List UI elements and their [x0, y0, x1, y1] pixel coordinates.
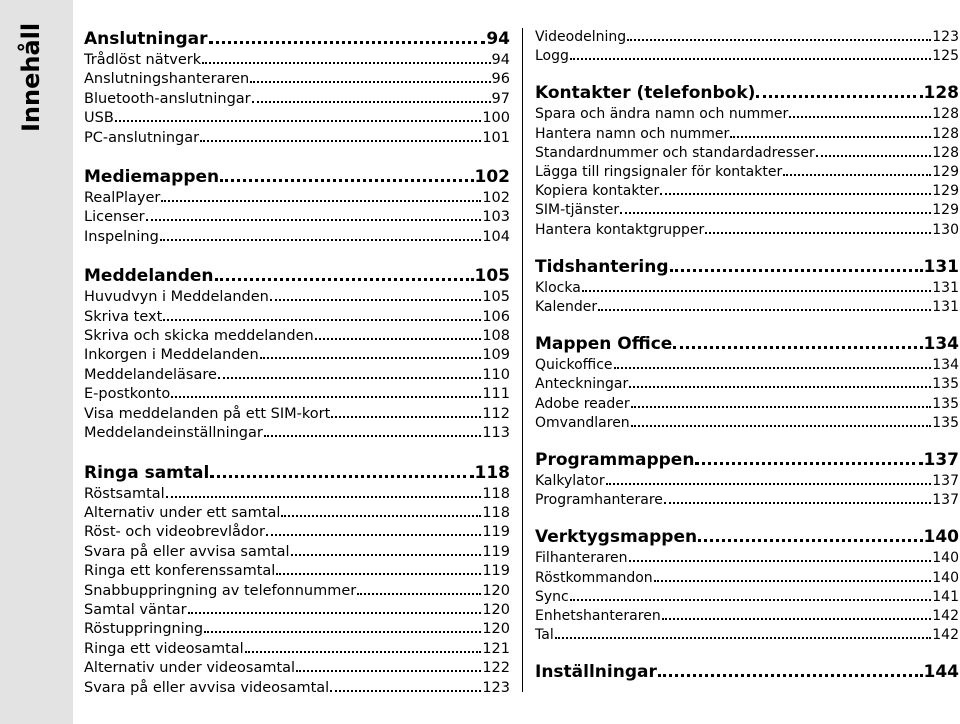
toc-entry[interactable] [84, 346, 510, 365]
dot-leader [570, 58, 931, 60]
toc-page-number: 122 [482, 660, 510, 677]
toc-entry[interactable] [84, 601, 510, 620]
toc-entry-title: Kalender [535, 299, 598, 316]
toc-section-heading[interactable] [535, 661, 959, 683]
dot-leader [654, 580, 932, 582]
toc-heading-title: Mediemappen [84, 167, 220, 188]
toc-entry-title: Röstsamtal [84, 485, 165, 502]
toc-heading-title: Inställningar [535, 662, 657, 683]
dot-leader [705, 232, 931, 234]
toc-entry-title: Röstkommandon [535, 569, 653, 586]
toc-entry-title: Kalkylator [535, 473, 605, 490]
toc-entry[interactable] [535, 182, 959, 201]
toc-entry[interactable] [535, 472, 959, 491]
toc-entry[interactable] [535, 588, 959, 607]
toc-section [535, 256, 959, 317]
toc-page-number: 137 [923, 450, 959, 471]
toc-page-number: 106 [482, 308, 510, 325]
toc-page-number: 142 [932, 608, 959, 625]
dot-leader [670, 269, 923, 272]
dot-leader [598, 309, 931, 311]
dot-leader [146, 219, 482, 221]
toc-entry-title: Licenser [84, 209, 145, 226]
dot-leader [673, 346, 922, 349]
toc-entry-title: Svara på eller avvisa samtal [84, 543, 290, 560]
toc-page-number: 100 [482, 110, 510, 127]
toc-entry[interactable] [84, 189, 510, 208]
dot-leader [614, 367, 932, 369]
toc-section [84, 462, 510, 698]
toc-entry-title: Huvudvyn i Meddelanden [84, 289, 269, 306]
toc-page-number: 131 [923, 256, 959, 277]
dot-leader [789, 116, 931, 118]
toc-page-number: 128 [932, 144, 959, 161]
toc-section [535, 526, 959, 645]
toc-section [84, 166, 510, 247]
dot-leader [202, 62, 490, 64]
toc-entry[interactable] [84, 543, 510, 562]
dot-leader [270, 299, 481, 301]
toc-page-number: 140 [923, 527, 959, 548]
toc-entry[interactable] [535, 626, 959, 645]
toc-page-number: 105 [474, 266, 510, 287]
dot-leader [331, 416, 481, 418]
toc-page-number: 140 [932, 550, 959, 567]
toc-entry[interactable] [84, 424, 510, 443]
dot-leader [260, 357, 482, 359]
toc-page-number: 141 [932, 588, 959, 605]
toc-page-number: 102 [474, 167, 510, 188]
toc-entry-title: Visa meddelanden på ett SIM-kort [84, 405, 331, 422]
toc-entry[interactable] [535, 375, 959, 394]
toc-page-number: 131 [932, 299, 959, 316]
toc-entry-title: Adobe reader [535, 395, 630, 412]
dot-leader [218, 377, 481, 379]
toc-entry[interactable] [84, 523, 510, 542]
toc-entry-title: Trådlöst nätverk [84, 52, 202, 68]
dot-leader [276, 573, 481, 575]
toc-page-number: 142 [932, 627, 959, 644]
toc-entry-title: RealPlayer [84, 190, 161, 207]
toc-page-number: 121 [482, 640, 510, 657]
toc-entry[interactable] [84, 366, 510, 385]
toc-entry-title: Hantera namn och nummer [535, 125, 730, 142]
toc-entry-title: Bluetooth-anslutningar [84, 90, 251, 107]
toc-page-number: 135 [932, 395, 959, 412]
dot-leader [264, 435, 481, 437]
toc-section-heading[interactable] [535, 82, 959, 104]
toc-section-heading[interactable] [84, 265, 510, 287]
toc-entry[interactable] [84, 485, 510, 504]
toc-entry-title: Tal [535, 627, 554, 644]
toc-page-number: 111 [482, 386, 510, 403]
dot-leader [250, 81, 490, 83]
dot-leader [281, 515, 481, 517]
toc-heading-title: Tidshantering [535, 256, 669, 277]
dot-leader [188, 612, 482, 614]
dot-leader [210, 475, 473, 478]
toc-entry-title: Lägga till ringsignaler för kontakter [535, 164, 783, 181]
toc-entry[interactable] [535, 163, 959, 182]
toc-section [535, 82, 959, 239]
toc-page-number: 134 [932, 357, 959, 374]
dot-leader [631, 425, 932, 427]
toc-page-number: 119 [482, 563, 510, 580]
toc-page-number: 119 [482, 543, 510, 560]
toc-page-number: 103 [482, 209, 510, 226]
toc-entry-title: Svara på eller avvisa videosamtal [84, 679, 330, 696]
toc-entry-title: Filhanteraren [535, 550, 628, 567]
toc-section-heading[interactable] [535, 526, 959, 548]
toc-entry[interactable] [535, 395, 959, 414]
toc-page-number: 137 [932, 473, 959, 490]
dot-leader [171, 396, 481, 398]
dot-leader [662, 618, 932, 620]
toc-entry-title: Quickoffice [535, 357, 613, 374]
toc-page-number: 129 [932, 183, 959, 200]
toc-entry-title: Anslutningshanteraren [84, 71, 250, 88]
toc-heading-title: Programmappen [535, 450, 695, 471]
dot-leader [296, 670, 481, 672]
toc-entry[interactable] [84, 51, 510, 70]
toc-entry[interactable] [84, 70, 510, 89]
toc-page-number: 129 [932, 164, 959, 181]
toc-entry[interactable] [84, 109, 510, 128]
toc-entry-title: Alternativ under videosamtal [84, 660, 296, 677]
toc-page-number: 120 [482, 621, 510, 638]
toc-entry-title: Inspelning [84, 228, 159, 245]
toc-entry-title: Skriva och skicka meddelanden [84, 328, 314, 345]
toc-entry-title: Snabbuppringning av telefonnummer [84, 582, 357, 599]
toc-section-heading[interactable] [84, 166, 510, 188]
toc-entry[interactable] [535, 356, 959, 375]
toc-entry[interactable] [84, 129, 510, 148]
toc-entry[interactable] [84, 327, 510, 346]
toc-page-number: 134 [923, 334, 959, 355]
dot-leader [783, 174, 931, 176]
dot-leader [660, 193, 931, 195]
toc-heading-title: Mappen Office [535, 334, 673, 355]
toc-entry[interactable] [535, 144, 959, 163]
dot-leader [698, 539, 922, 542]
dot-leader [266, 534, 481, 536]
toc-page-number: 96 [491, 71, 510, 88]
toc-section [84, 28, 510, 148]
toc-section-heading[interactable] [535, 256, 959, 278]
toc-page-number: 118 [474, 462, 510, 483]
dot-leader [570, 599, 932, 601]
toc-section [535, 449, 959, 510]
toc-page-number: 97 [491, 90, 510, 107]
toc-section-heading[interactable] [84, 28, 510, 50]
toc-heading-title: Verktygsmappen [535, 527, 698, 548]
toc-entry-title: Klocka [535, 279, 581, 296]
toc-section [535, 661, 959, 683]
toc-entry-title: Programhanterare [535, 492, 663, 509]
toc-entry[interactable] [84, 288, 510, 307]
toc-entry-title: Hantera kontaktgrupper [535, 221, 705, 238]
dot-leader [629, 386, 931, 388]
toc-entry[interactable] [84, 90, 510, 109]
toc-entry-title: Meddelandeinställningar [84, 425, 263, 442]
toc-page-number: 94 [491, 52, 510, 68]
toc-heading-title: Meddelanden [84, 266, 214, 287]
toc-page-number: 102 [482, 190, 510, 207]
toc-entry[interactable] [535, 607, 959, 626]
dot-leader [730, 136, 931, 138]
toc-page-number: 112 [482, 405, 510, 422]
toc-page-number: 118 [482, 504, 510, 521]
toc-entry-title: Röst- och videobrevlådor [84, 524, 265, 541]
dot-leader [330, 690, 481, 692]
toc-entry[interactable] [84, 562, 510, 581]
toc-entry[interactable] [535, 414, 959, 433]
toc-entry-title: Alternativ under ett samtal [84, 504, 281, 521]
toc-entry[interactable] [84, 582, 510, 601]
dot-leader [631, 406, 932, 408]
toc-entry[interactable] [535, 125, 959, 144]
dot-leader [204, 631, 481, 633]
toc-page-number: 123 [482, 679, 510, 696]
toc-entry-title: Omvandlaren [535, 414, 630, 431]
toc-entry[interactable] [84, 405, 510, 424]
dot-leader [664, 502, 931, 504]
toc-entry[interactable] [535, 569, 959, 588]
toc-page-number: 135 [932, 376, 959, 393]
toc-entry[interactable] [535, 201, 959, 220]
toc-entry[interactable] [535, 298, 959, 317]
toc-entry-title: SIM-tjänster [535, 202, 620, 219]
toc-page-number: 125 [932, 48, 959, 65]
toc-entry[interactable] [535, 28, 959, 47]
toc-entry-title: Spara och ändra namn och nummer [535, 106, 789, 123]
toc-entry-title: Ringa ett videosamtal [84, 640, 244, 657]
toc-entry-title: E-postkonto [84, 386, 171, 403]
toc-entry[interactable] [535, 105, 959, 124]
toc-column-left [84, 28, 510, 716]
toc-section-heading[interactable] [535, 449, 959, 471]
dot-leader [209, 41, 486, 44]
toc-entry-title: Röstuppringning [84, 621, 204, 638]
toc-page-number: 140 [932, 569, 959, 586]
toc-entry-title: Samtal väntar [84, 601, 187, 618]
dot-leader [291, 554, 482, 556]
toc-page-number: 128 [932, 125, 959, 142]
toc-entry[interactable] [84, 385, 510, 404]
dot-leader [629, 560, 932, 562]
toc-entry[interactable] [535, 279, 959, 298]
toc-heading-title: Anslutningar [84, 29, 208, 49]
toc-page-number: 94 [486, 29, 510, 49]
dot-leader [582, 290, 931, 292]
dot-leader [357, 593, 481, 595]
dot-leader [620, 212, 931, 214]
toc-entry[interactable] [84, 308, 510, 327]
toc-entry[interactable] [535, 47, 959, 66]
toc-page-number: 129 [932, 202, 959, 219]
dot-leader [200, 140, 481, 142]
toc-page-number: 144 [923, 662, 959, 683]
toc-section [535, 333, 959, 433]
dot-leader [163, 319, 481, 321]
toc-entry[interactable] [535, 221, 959, 240]
toc-entry-title: Anteckningar [535, 376, 629, 393]
dot-leader [160, 239, 482, 241]
toc-entry-title: Skriva text [84, 308, 163, 325]
dot-leader [252, 101, 491, 103]
toc-page-number: 113 [482, 425, 510, 442]
toc-entry[interactable] [84, 228, 510, 247]
dot-leader [606, 483, 932, 485]
dot-leader [695, 462, 922, 465]
toc-section [84, 265, 510, 443]
toc-entry[interactable] [535, 491, 959, 510]
toc-entry[interactable] [84, 640, 510, 659]
toc-entry-title: Sync [535, 588, 569, 605]
toc-page-number: 101 [482, 129, 510, 146]
dot-leader [627, 39, 931, 41]
toc-page-number: 104 [482, 228, 510, 245]
toc-page-number: 118 [482, 485, 510, 502]
toc-column-right [535, 28, 959, 699]
dot-leader [245, 651, 482, 653]
toc-page-number: 105 [482, 289, 510, 306]
dot-leader [816, 155, 932, 157]
toc-page-number: 120 [482, 582, 510, 599]
toc-entry[interactable] [84, 679, 510, 698]
toc-section-heading[interactable] [535, 333, 959, 355]
dot-leader [161, 200, 481, 202]
toc-page-number: 131 [932, 279, 959, 296]
toc-entry[interactable] [84, 620, 510, 639]
toc-page-number: 128 [923, 83, 959, 104]
side-tab [0, 0, 73, 724]
toc-entry[interactable] [84, 208, 510, 227]
toc-heading-title: Kontakter (telefonbok) [535, 83, 756, 104]
toc-entry[interactable] [535, 549, 959, 568]
toc-page-number: 110 [482, 366, 510, 383]
toc-entry-title: USB [84, 110, 114, 127]
toc-page-number: 135 [932, 414, 959, 431]
toc-entry[interactable] [84, 659, 510, 678]
toc-page-number: 119 [482, 524, 510, 541]
toc-entry-title: Enhetshanteraren [535, 608, 661, 625]
toc-entry-title: Kopiera kontakter [535, 183, 660, 200]
dot-leader [555, 637, 932, 639]
toc-page-number: 120 [482, 601, 510, 618]
toc-page-number: 137 [932, 492, 959, 509]
toc-entry[interactable] [84, 504, 510, 523]
dot-leader [166, 496, 482, 498]
toc-entry-title: Meddelandeläsare [84, 366, 217, 383]
toc-entry-title: PC-anslutningar [84, 129, 200, 146]
toc-heading-title: Ringa samtal [84, 462, 210, 483]
toc-page-number: 123 [932, 29, 959, 45]
dot-leader [315, 338, 482, 340]
toc-section [535, 28, 959, 66]
toc-entry-title: Logg [535, 48, 569, 65]
toc-entry-title: Videodelning [535, 29, 627, 45]
toc-entry-title: Standardnummer och standardadresser [535, 144, 815, 161]
dot-leader [220, 179, 473, 182]
toc-page-number: 130 [932, 221, 959, 238]
toc-entry-title: Inkorgen i Meddelanden [84, 347, 259, 364]
dot-leader [658, 674, 923, 677]
column-divider [522, 28, 523, 692]
toc-page-number: 108 [482, 328, 510, 345]
toc-page-number: 128 [932, 106, 959, 123]
side-tab-label: Innehåll [17, 22, 45, 132]
dot-leader [115, 120, 482, 122]
toc-section-heading[interactable] [84, 462, 510, 484]
toc-page-number: 109 [482, 347, 510, 364]
dot-leader [215, 278, 474, 281]
toc-entry-title: Ringa ett konferenssamtal [84, 563, 276, 580]
dot-leader [756, 95, 922, 98]
